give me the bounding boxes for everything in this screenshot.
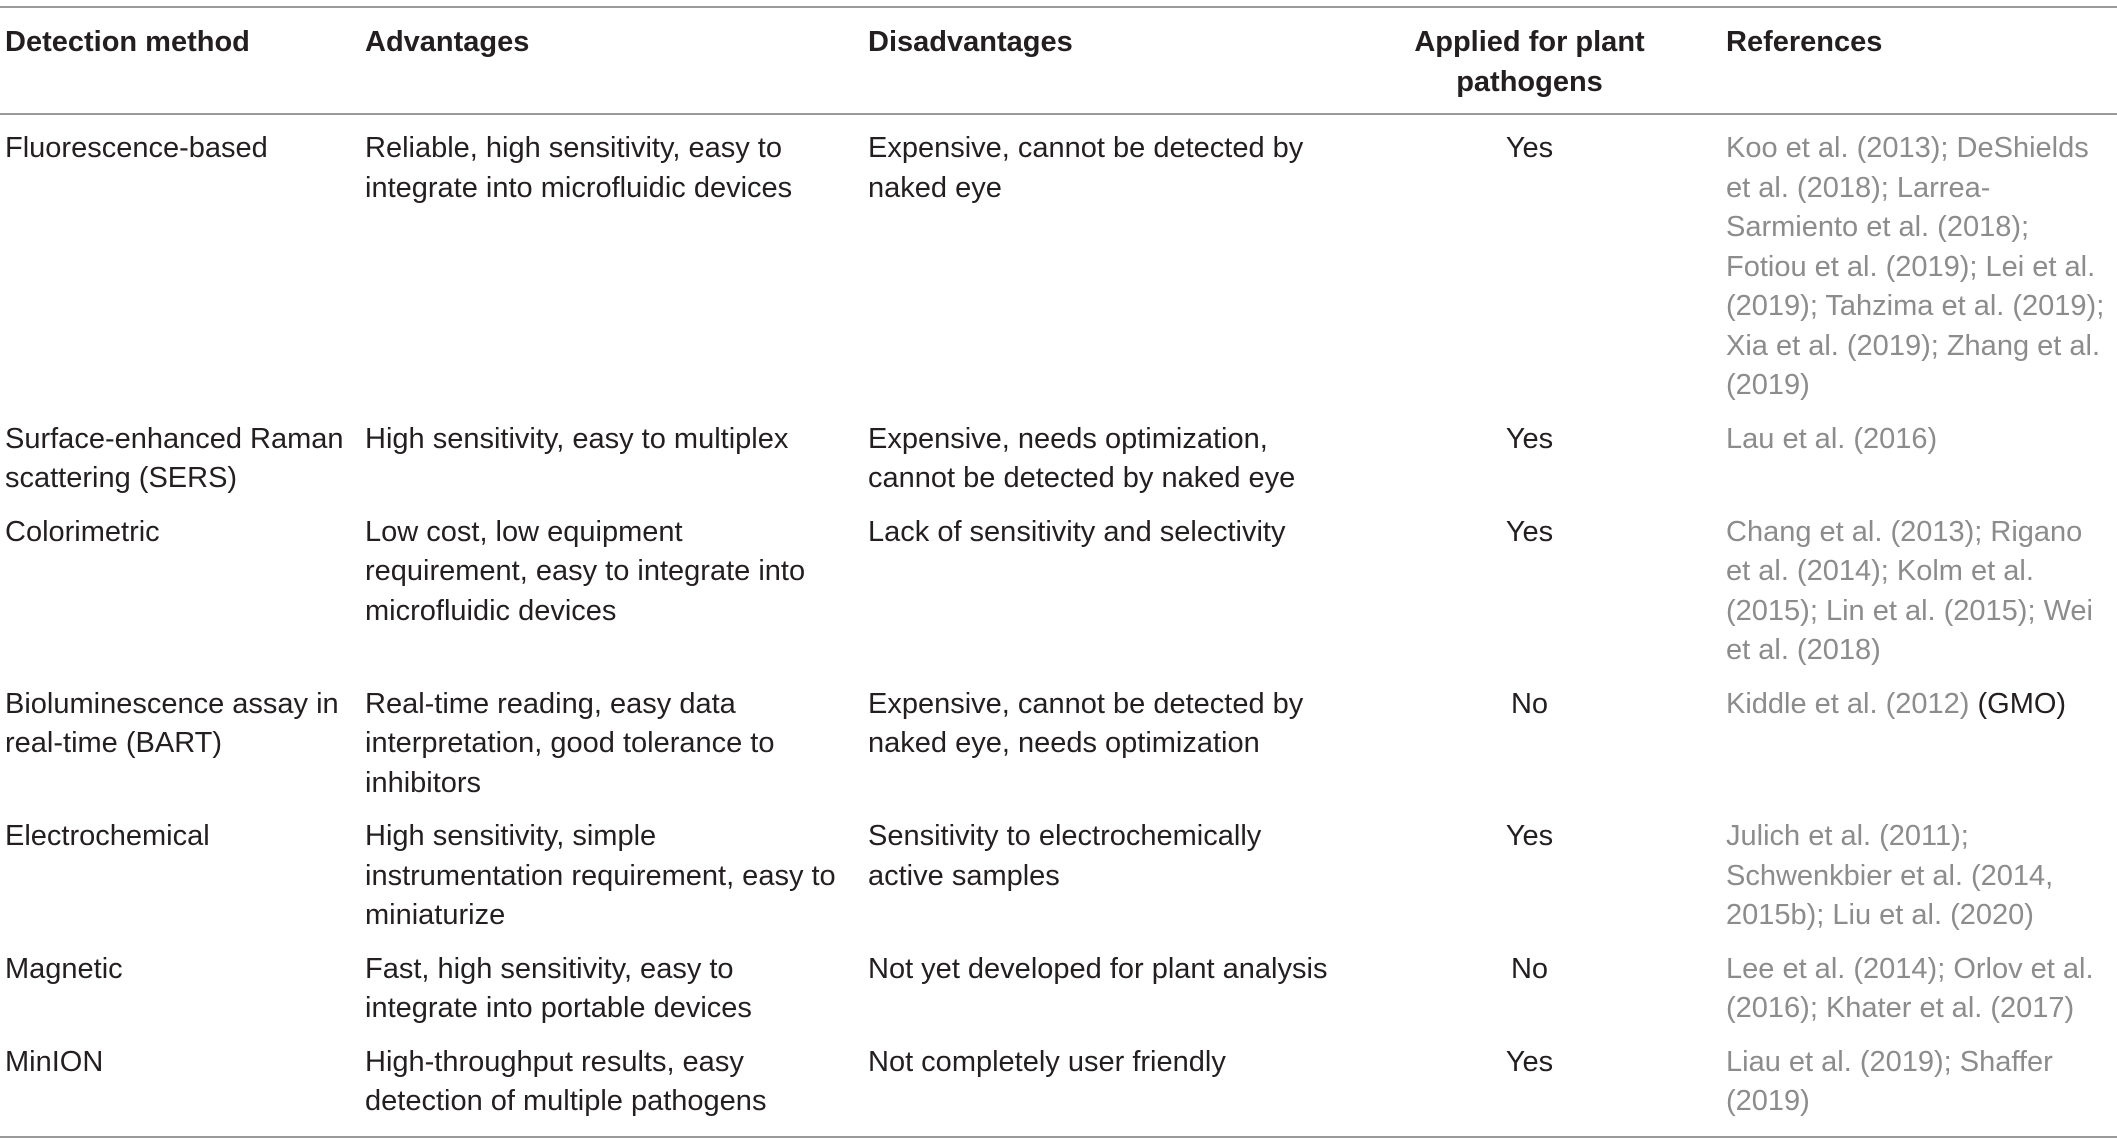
- cell-references: [1718, 1029, 2117, 1137]
- header-advantages: Advantages: [365, 26, 530, 58]
- cell-disadvantages: Lack of sensitivity and selectivity: [868, 515, 1286, 548]
- table-row: [0, 499, 2117, 671]
- cell-disadvantages: Expensive, cannot be detected by naked eye, needs optimization: [868, 687, 1304, 759]
- table-row: [0, 671, 2117, 804]
- header-references: References: [1726, 26, 1883, 58]
- cell-references: [1718, 406, 2117, 499]
- table-row: [0, 936, 2117, 1029]
- cell-disadvantages: Not yet developed for plant analysis: [868, 952, 1328, 985]
- cell-disadvantages: Expensive, needs optimization, cannot be detected by naked eye: [868, 422, 1296, 494]
- cell-advantages: High sensitivity, simple instrumentation requirement, easy to miniaturize: [365, 820, 836, 931]
- reference-links[interactable]: Chang et al. (2013); Rigano et al. (2014); Kolm et al. (2015); Lin et al. (2015); Wei et al. (2018): [1726, 515, 2093, 666]
- cell-applied: Yes: [1505, 1045, 1554, 1078]
- cell-disadvantages: Expensive, cannot be detected by naked eye: [868, 132, 1304, 204]
- cell-advantages: Fast, high sensitivity, easy to integrate into portable devices: [365, 952, 752, 1024]
- cell-references: [1718, 936, 2117, 1029]
- reference-links[interactable]: Lau et al. (2016): [1726, 422, 1938, 455]
- reference-links[interactable]: Lee et al. (2014); Orlov et al. (2016); Khater et al. (2017): [1726, 952, 2094, 1024]
- cell-advantages: Reliable, high sensitivity, easy to integrate into microfluidic devices: [365, 132, 793, 204]
- header-row: [0, 7, 2117, 114]
- cell-applied: Yes: [1505, 820, 1554, 852]
- cell-advantages: Low cost, low equipment requirement, easy to integrate into microfluidic devices: [365, 515, 806, 627]
- cell-method: MinION: [5, 1045, 104, 1078]
- reference-links[interactable]: Koo et al. (2013); DeShields et al. (2018); Larrea-Sarmiento et al. (2018); Fotiou et al. (2019); Lei et al. (2019); Tahzima et al. (2019); Xia et al. (2019); Zhang et al. (2019): [1726, 132, 2105, 401]
- header-applied-label: Applied for plant pathogens: [1414, 26, 1645, 98]
- cell-method: Fluorescence-based: [5, 132, 268, 164]
- cell-method: Electrochemical: [5, 820, 210, 852]
- cell-applied: Yes: [1505, 132, 1554, 164]
- cell-method: Surface-enhanced Raman scattering (SERS): [5, 422, 344, 494]
- cell-advantages: High sensitivity, easy to multiplex: [365, 422, 789, 455]
- cell-applied: Yes: [1505, 515, 1554, 548]
- table-row: [0, 114, 2117, 406]
- reference-links[interactable]: Julich et al. (2011); Schwenkbier et al. (2014, 2015b); Liu et al. (2020): [1726, 820, 2054, 931]
- detection-methods-table: [0, 6, 2117, 1138]
- cell-references: [1718, 803, 2117, 936]
- table-row: [0, 803, 2117, 936]
- cell-references: [1718, 671, 2117, 804]
- cell-method: Bioluminescence assay in real-time (BART): [5, 687, 339, 759]
- table-row: [0, 406, 2117, 499]
- header-disadvantages: Disadvantages: [868, 26, 1073, 58]
- cell-references: [1718, 499, 2117, 671]
- table-row: [0, 1029, 2117, 1137]
- cell-applied: No: [1510, 687, 1549, 720]
- reference-links[interactable]: Kiddle et al. (2012): [1726, 687, 1970, 720]
- cell-method: Magnetic: [5, 952, 123, 985]
- reference-links[interactable]: Liau et al. (2019); Shaffer (2019): [1726, 1045, 2053, 1117]
- cell-applied: Yes: [1505, 422, 1554, 455]
- cell-references: [1718, 114, 2117, 406]
- table-header: [0, 7, 2117, 114]
- cell-advantages: Real-time reading, easy data interpretation, good tolerance to inhibitors: [365, 687, 775, 799]
- cell-advantages: High-throughput results, easy detection of multiple pathogens: [365, 1045, 767, 1117]
- header-applied: [1341, 7, 1718, 114]
- reference-note: (GMO): [1969, 687, 2067, 720]
- cell-disadvantages: Not completely user friendly: [868, 1045, 1226, 1078]
- header-detection-method: Detection method: [5, 26, 250, 58]
- cell-applied: No: [1510, 952, 1549, 985]
- cell-disadvantages: Sensitivity to electrochemically active samples: [868, 820, 1262, 892]
- cell-method: Colorimetric: [5, 515, 160, 548]
- table-body: [0, 114, 2117, 1137]
